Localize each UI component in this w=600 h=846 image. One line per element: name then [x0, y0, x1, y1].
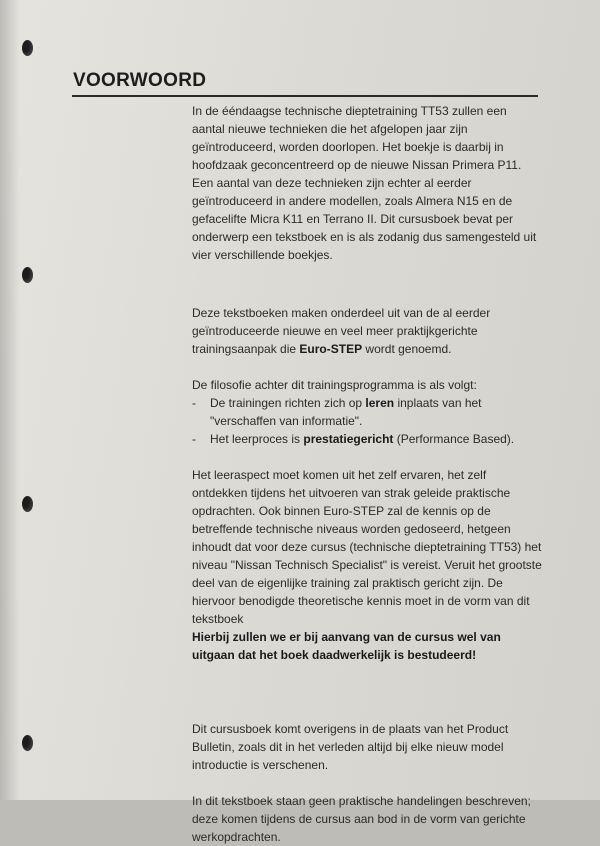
philosophy-list	[192, 394, 542, 448]
page-edge-shadow	[0, 0, 20, 800]
binder-hole	[22, 496, 33, 512]
study-notice: Hierbij zullen we er bij aanvang van de cursus wel van uitgaan dat het boek daadwerkelijk is bestudeerd!	[192, 630, 501, 662]
list-item: - Het leerproces is prestatiegericht (Performance Based).	[192, 430, 542, 448]
intro-paragraph: In de ééndaagse technische dieptetraining TT53 zullen een aantal nieuwe technieken die het afgelopen jaar zijn geïntroduceerd, worden doorlopen. Het boekje is daarbij in hoofdzaak geconcentreerd op de nieuwe Nissan Primera P11. Een aantal van deze technieken zijn echter al eerder geïntroduceerd in andere modellen, zoals Almera N15 en de gefacelifte Micra K11 en Terrano II. Dit cursusboek bevat per onderwerp een tekstboek en is als zodanig dus samengesteld uit vier verschillende boekjes.	[192, 104, 537, 262]
binder-hole	[22, 40, 33, 56]
eurostep-paragraph: Deze tekstboeken maken onderdeel uit van de al eerder geïntroduceerde nieuwe en veel meer praktijkgerichte trainingsaanpak die Euro-STEP wordt genoemd.	[192, 306, 491, 356]
list-item: - De trainingen richten zich op leren inplaats van het "verschaffen van informatie".	[192, 394, 542, 430]
binder-hole	[22, 267, 33, 283]
learning-paragraph: Het leeraspect moet komen uit het zelf ervaren, het zelf ontdekken tijdens het uitvoeren van strak geleide praktische opdrachten. Ook binnen Euro-STEP zal de kennis op de betreffende technische niveaus worden gedoseerd, hetgeen inhoudt dat voor deze cursus (technische dieptetraining TT53) het niveau "Nissan Technisch Specialist" is vereist. Veruit het grootste deel van de eigenlijke training zal praktisch gericht zijn. De hiervoor benodigde theoretische kennis moet in de vorm van dit tekstboek Hierbij zullen we er bij aanvang van de cursus wel van uitgaan dat het boek daadwerkelijk is bestudeerd!	[192, 468, 542, 662]
body-text	[192, 102, 542, 846]
eurostep-term: Euro-STEP	[299, 342, 363, 356]
title-underline	[72, 95, 538, 97]
philosophy-paragraph: De filosofie achter dit trainingsprogramma is als volgt:	[192, 378, 477, 392]
page-title: VOORWOORD	[73, 70, 207, 91]
workassignments-paragraph: In dit tekstboek staan geen praktische handelingen beschreven; deze komen tijdens de cursus aan bod in de vorm van gerichte werkopdrachten.	[192, 794, 531, 844]
product-bulletin-paragraph: Dit cursusboek komt overigens in de plaats van het Product Bulletin, zoals dit in het verleden altijd bij elke nieuw model introductie is verschenen.	[192, 722, 509, 772]
binder-hole	[22, 735, 33, 751]
